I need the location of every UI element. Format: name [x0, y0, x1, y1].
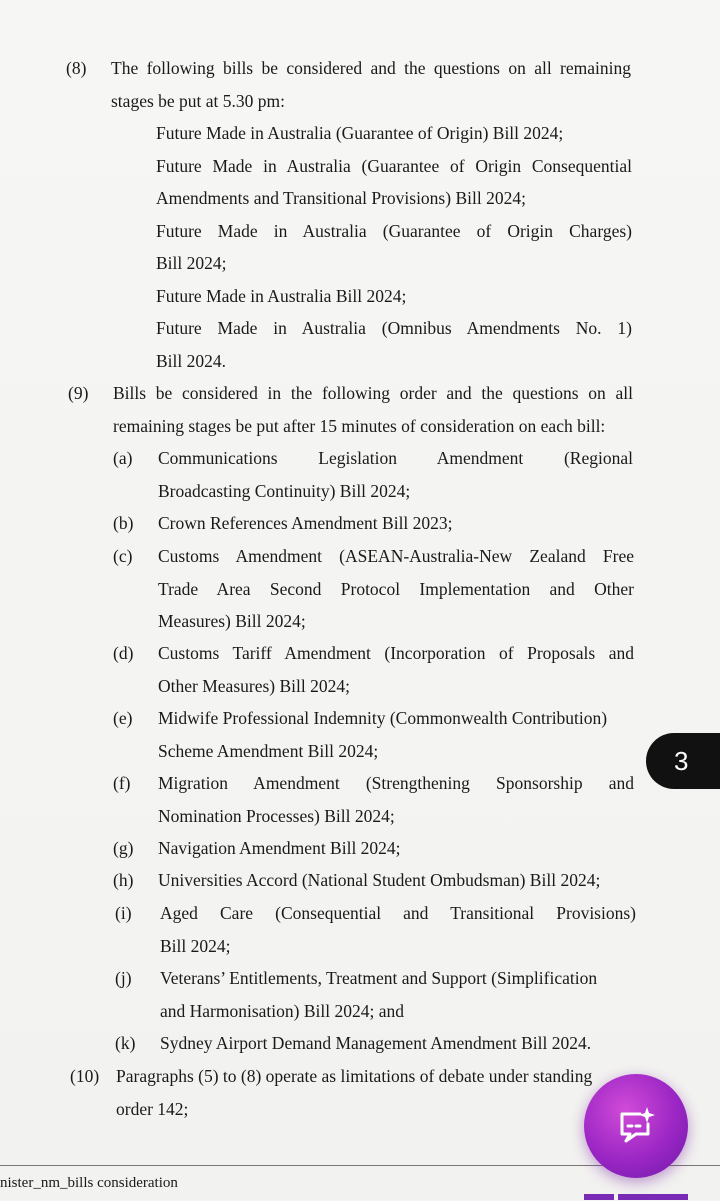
subitem-line: Crown References Amendment Bill 2023;: [158, 513, 453, 533]
subitem-line: Veterans’ Entitlements, Treatment and Support (Simplification: [160, 968, 598, 988]
subitem-line: Aged Care (Consequential and Transitional Provisions): [160, 903, 636, 923]
subitem-label: (a): [113, 448, 133, 468]
chat-sparkle-icon: [614, 1104, 658, 1148]
subitem-line: Midwife Professional Indemnity (Commonwealth Contribution): [158, 708, 608, 728]
subitem-label: (k): [115, 1033, 136, 1053]
subitem-label: (i): [115, 903, 132, 923]
subitem-label: (f): [113, 773, 131, 793]
bottom-toolbar-edge: [618, 1194, 688, 1200]
subitem-line: Bill 2024;: [160, 935, 231, 956]
subitem-label: (b): [113, 513, 134, 533]
subitem-line: Communications Legislation Amendment (Regional: [158, 448, 633, 468]
bill-item: [156, 150, 632, 215]
subitem-label: (e): [113, 708, 133, 728]
paragraph-line: order 142;: [116, 1098, 189, 1119]
bill-list: [156, 117, 632, 377]
subitem-label: (j): [115, 968, 132, 988]
subitem-label: (d): [113, 643, 134, 663]
bill-title: Future Made in Australia Bill 2024;: [156, 285, 407, 306]
page-number-badge[interactable]: 3: [646, 733, 720, 789]
subitem-line: and Harmonisation) Bill 2024; and: [160, 1000, 404, 1021]
subitem-line: Migration Amendment (Strengthening Sponsorship and: [158, 773, 634, 793]
ai-chat-button[interactable]: [584, 1074, 688, 1178]
subitem-label: (c): [113, 546, 133, 566]
bill-title: Bill 2024;: [156, 253, 227, 273]
bill-item: [156, 312, 632, 377]
subitem-line: Broadcasting Continuity) Bill 2024;: [158, 480, 411, 501]
subitem-label: (g): [113, 838, 134, 858]
bill-item: [156, 215, 632, 280]
footer-filename: nister_nm_bills consideration: [0, 1175, 178, 1191]
paragraph-number: (8): [66, 58, 87, 78]
subitem-line: Other Measures) Bill 2024;: [158, 675, 350, 696]
bill-item: [156, 280, 632, 313]
bottom-toolbar-edge: [584, 1194, 614, 1200]
paragraph-line: stages be put at 5.30 pm:: [111, 90, 286, 111]
subitem-line: Trade Area Second Protocol Implementation and Other: [158, 578, 634, 599]
bill-item: [156, 117, 632, 150]
subitem-line: Customs Tariff Amendment (Incorporation of Proposals and: [158, 643, 634, 663]
paragraph-line: remaining stages be put after 15 minutes of consideration on each bill:: [113, 415, 606, 436]
bill-title: Bill 2024.: [156, 350, 227, 371]
paragraph-line: The following bills be considered and the questions on all remaining: [111, 58, 631, 78]
bill-title: Future Made in Australia (Omnibus Amendments No. 1): [156, 318, 632, 338]
paragraph-number: (10): [70, 1066, 100, 1086]
paragraph-line: Bills be considered in the following order and the questions on all: [113, 383, 633, 403]
paragraph-line: Paragraphs (5) to (8) operate as limitations of debate under standing: [116, 1066, 593, 1086]
bill-title: Future Made in Australia (Guarantee of Origin) Bill 2024;: [156, 123, 564, 143]
subitem-line: Universities Accord (National Student Ombudsman) Bill 2024;: [158, 870, 601, 890]
subitem-label: (h): [113, 870, 134, 890]
paragraph-number: (9): [68, 383, 89, 403]
bill-title: Amendments and Transitional Provisions) Bill 2024;: [156, 188, 526, 208]
bill-title: Future Made in Australia (Guarantee of Origin Consequential: [156, 155, 632, 176]
bill-title: Future Made in Australia (Guarantee of Origin Charges): [156, 220, 632, 241]
subitem-line: Customs Amendment (ASEAN-Australia-New Zealand Free: [158, 546, 634, 566]
subitem-line: Navigation Amendment Bill 2024;: [158, 838, 401, 858]
subitem-line: Scheme Amendment Bill 2024;: [158, 740, 379, 761]
subitem-line: Nomination Processes) Bill 2024;: [158, 805, 395, 826]
subitem-line: Measures) Bill 2024;: [158, 611, 306, 631]
subitem-line: Sydney Airport Demand Management Amendment Bill 2024.: [160, 1033, 592, 1053]
